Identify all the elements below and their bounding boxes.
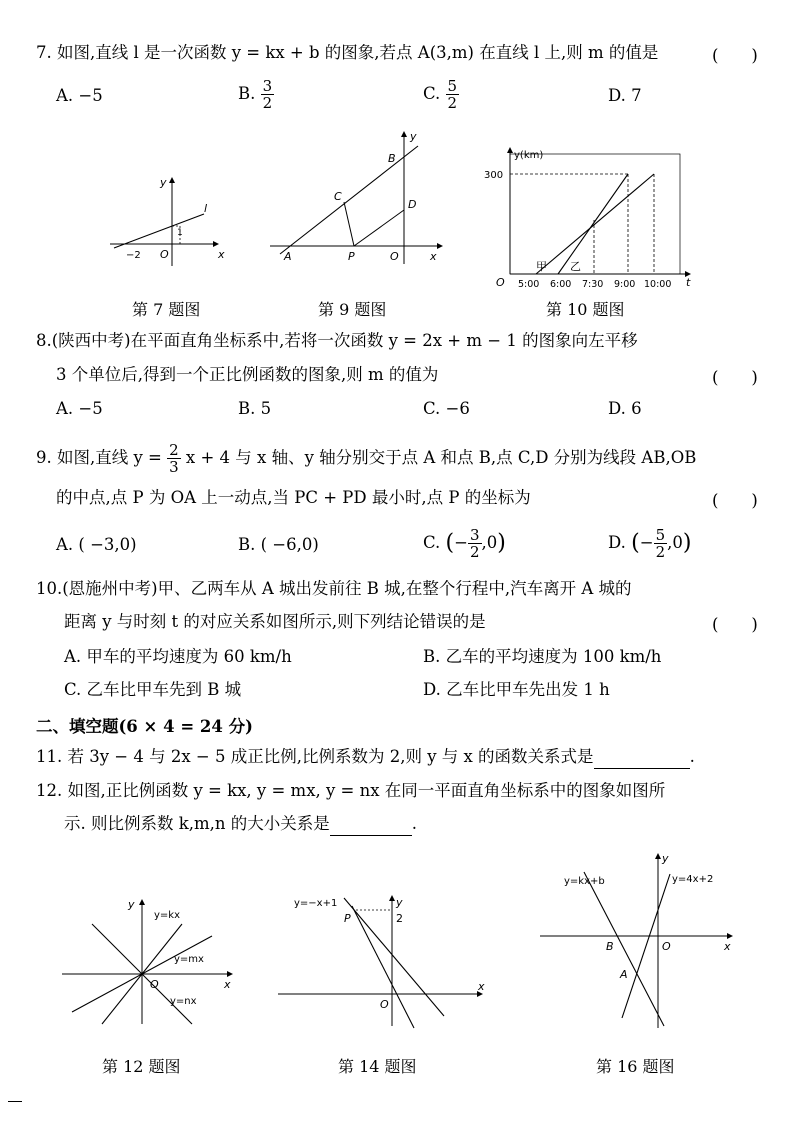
label-x: x <box>478 980 485 993</box>
frac-denominator: 2 <box>469 543 480 561</box>
label-neg2: −2 <box>126 250 141 261</box>
tick-600: 6:00 <box>550 279 572 288</box>
page-edge-mark <box>8 1101 22 1102</box>
label-origin: O <box>150 978 159 991</box>
q11-line <box>36 746 695 769</box>
q9-option-d-label: D. <box>608 533 626 552</box>
q11-period: . <box>689 747 695 766</box>
q9-line1-part-a: 9. 如图,直线 y = <box>36 448 162 467</box>
q12-period: . <box>411 814 417 833</box>
q8-line1: 8.(陕西中考)在平面直角坐标系中,若将一次函数 y = 2x + m − 1 的图象向左平移 <box>36 331 638 350</box>
q10-option-d: D. 乙车比甲车先出发 1 h <box>423 680 610 699</box>
caption-fig16: 第 16 题图 <box>596 1057 675 1076</box>
frac-numerator: 5 <box>655 526 666 544</box>
q9-option-d <box>608 527 691 560</box>
q9-line1 <box>36 442 696 475</box>
frac-numerator: 2 <box>169 441 179 459</box>
label-kxb: y=kx+b <box>564 876 605 887</box>
caption-fig7: 第 7 题图 <box>132 300 201 319</box>
label-d: D <box>408 198 417 211</box>
q12-answer-blank[interactable] <box>330 813 412 836</box>
q7-option-b-label: B. <box>238 84 256 103</box>
frac-numerator: 5 <box>447 77 458 95</box>
label-y: y <box>128 898 135 911</box>
q11-answer-blank[interactable] <box>594 746 690 769</box>
label-a: A <box>620 968 628 981</box>
label-y-km: y(km) <box>514 150 544 161</box>
q7-option-b-fraction <box>261 78 275 111</box>
paren-close: ) <box>497 530 506 556</box>
q7-option-c <box>423 78 459 111</box>
line-neg-x-plus-1 <box>344 898 444 1016</box>
q12-text: 示. 则比例系数 k,m,n 的大小关系是 <box>64 814 330 833</box>
label-t: t <box>686 276 691 288</box>
caption-fig9: 第 9 题图 <box>318 300 387 319</box>
q9-option-c <box>423 527 506 560</box>
q7-option-c-fraction <box>446 78 460 111</box>
label-y: y <box>662 852 669 865</box>
q8-option-a: A. −5 <box>56 399 103 418</box>
label-line: y=−x+1 <box>294 898 338 909</box>
q9-option-c-label: C. <box>423 533 441 552</box>
figure-12 <box>58 896 238 1026</box>
q10-option-b: B. 乙车的平均速度为 100 km/h <box>423 647 662 666</box>
tick-500: 5:00 <box>518 279 540 288</box>
label-yi: 乙 <box>570 260 581 273</box>
q7-option-b <box>238 78 274 111</box>
segment-pc <box>344 202 354 246</box>
q8-line2: 3 个单位后,得到一个正比例函数的图象,则 m 的值为 <box>56 365 439 384</box>
label-origin: O <box>390 250 399 263</box>
comma-zero: ,0 <box>481 533 498 552</box>
frac-denominator: 3 <box>169 458 179 476</box>
q11-text: 11. 若 3y − 4 与 2x − 5 成正比例,比例系数为 2,则 y 与 x 的函数关系式是 <box>36 747 594 766</box>
paren-open: ( <box>445 530 455 556</box>
label-4x-plus-2: y=4x+2 <box>672 874 714 885</box>
label-300: 300 <box>484 170 504 181</box>
figure-16 <box>536 850 746 1030</box>
label-mx: y=mx <box>174 954 204 965</box>
label-c: C <box>334 190 342 203</box>
q10-option-a: A. 甲车的平均速度为 60 km/h <box>64 647 292 666</box>
label-y: y <box>160 176 167 189</box>
q9-fraction <box>167 442 181 475</box>
line-jia <box>536 174 654 274</box>
q10-line1: 10.(恩施州中考)甲、乙两车从 A 城出发前往 B 城,在整个行程中,汽车离开 A 城的 <box>36 579 632 598</box>
label-p: P <box>344 912 351 925</box>
tick-900: 9:00 <box>614 279 636 288</box>
q9-line2: 的中点,点 P 为 OA 上一动点,当 PC + PD 最小时,点 P 的坐标为 <box>56 488 531 507</box>
q9-option-b: B. ( −6,0) <box>238 535 319 554</box>
label-x: x <box>224 978 231 991</box>
q9-option-a: A. ( −3,0) <box>56 535 137 554</box>
label-nx: y=nx <box>170 996 197 1007</box>
minus-sign: − <box>454 533 468 552</box>
frac-denominator: 2 <box>655 543 666 561</box>
q9-option-d-fraction <box>654 527 668 560</box>
label-x: x <box>430 250 437 263</box>
q7-option-d: D. 7 <box>608 86 642 105</box>
figure-7 <box>108 168 238 268</box>
q7-stem: 7. 如图,直线 l 是一次函数 y = kx + b 的图象,若点 A(3,m) 在直线 l 上,则 m 的值是 <box>36 43 659 62</box>
q12-line2 <box>64 813 417 836</box>
q7-option-a: A. −5 <box>56 86 103 105</box>
q8-answer-paren: ( ) <box>712 368 758 387</box>
label-one: 1 <box>177 228 183 238</box>
q7-answer-paren: ( ) <box>712 46 758 65</box>
label-x: x <box>724 940 731 953</box>
frac-numerator: 3 <box>469 526 480 544</box>
q9-line1-part-b: x + 4 与 x 轴、y 轴分别交于点 A 和点 B,点 C,D 分别为线段 AB,OB <box>185 448 697 467</box>
section-heading-fill-in: 二、填空题(6 × 4 = 24 分) <box>36 717 253 736</box>
label-two: 2 <box>396 912 403 925</box>
q8-option-c: C. −6 <box>423 399 470 418</box>
tick-730: 7:30 <box>582 279 604 288</box>
line-kx-plus-b <box>584 872 664 1026</box>
label-x: x <box>218 248 225 261</box>
figure-10 <box>484 144 694 288</box>
label-b: B <box>606 940 614 953</box>
label-origin: O <box>662 940 671 953</box>
comma-zero: ,0 <box>667 533 683 552</box>
line-yi <box>558 174 628 274</box>
minus-sign: − <box>639 533 654 552</box>
line-l <box>114 214 204 248</box>
caption-fig12: 第 12 题图 <box>102 1057 181 1076</box>
paren-close: ) <box>682 530 692 556</box>
q10-answer-paren: ( ) <box>712 615 758 634</box>
line-ab <box>280 146 418 254</box>
figure-9 <box>266 128 446 268</box>
label-b: B <box>388 152 396 165</box>
q10-option-c: C. 乙车比甲车先到 B 城 <box>64 680 242 699</box>
paren-open: ( <box>631 530 640 556</box>
label-y: y <box>396 896 403 909</box>
q9-option-c-fraction <box>468 527 482 560</box>
label-p: P <box>348 250 355 263</box>
q8-option-b: B. 5 <box>238 399 272 418</box>
q7-option-c-label: C. <box>423 84 441 103</box>
q9-answer-paren: ( ) <box>712 491 758 510</box>
frac-numerator: 3 <box>262 77 273 95</box>
q10-line2: 距离 y 与时刻 t 的对应关系如图所示,则下列结论错误的是 <box>64 612 486 631</box>
segment-pd <box>354 210 404 246</box>
label-origin: O <box>496 276 505 288</box>
label-a: A <box>284 250 292 263</box>
frac-denominator: 2 <box>262 94 273 112</box>
frac-denominator: 2 <box>447 94 458 112</box>
label-origin: O <box>160 248 169 261</box>
label-l: l <box>204 202 208 215</box>
figure-14 <box>276 892 486 1032</box>
plot-frame <box>510 154 680 274</box>
caption-fig10: 第 10 题图 <box>546 300 625 319</box>
caption-fig14: 第 14 题图 <box>338 1057 417 1076</box>
q12-line1: 12. 如图,正比例函数 y = kx, y = mx, y = nx 在同一平面直角坐标系中的图象如图所 <box>36 781 666 800</box>
q8-option-d: D. 6 <box>608 399 642 418</box>
tick-1000: 10:00 <box>644 279 672 288</box>
label-origin: O <box>380 998 389 1011</box>
label-kx: y=kx <box>154 910 181 921</box>
label-jia: 甲 <box>536 260 547 273</box>
label-y: y <box>410 130 417 143</box>
